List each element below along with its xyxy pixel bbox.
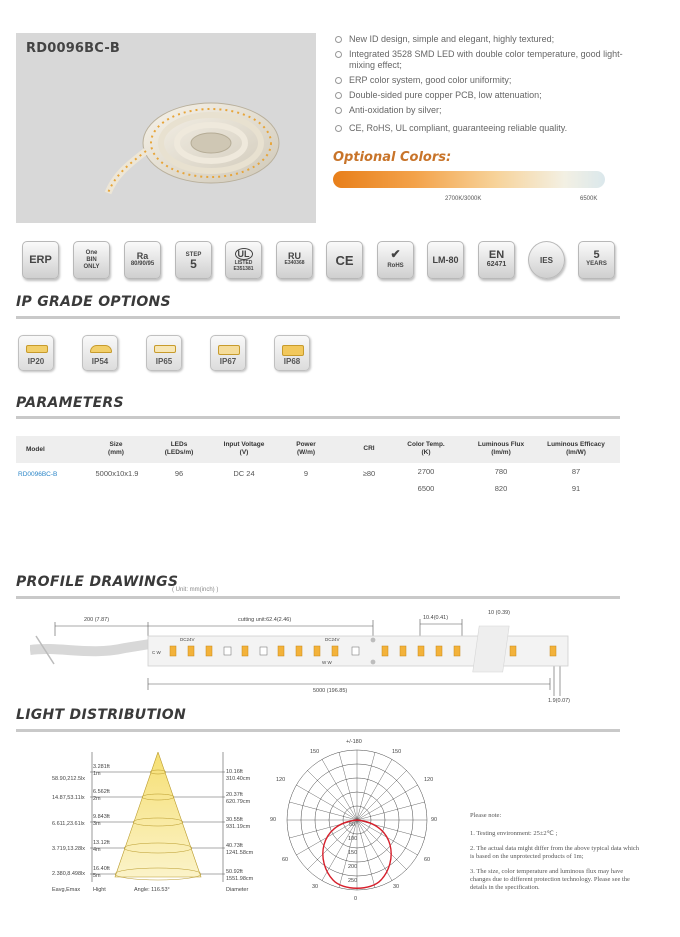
ip65-icon: IP65 (146, 335, 182, 371)
parameters-table-row (16, 466, 620, 500)
polar-angle-label: 60 (424, 857, 431, 863)
ce-cert-icon: CE (326, 241, 363, 279)
cell-color-temp: 6500 (417, 484, 435, 493)
feature-item: Anti-oxidation by silver; (333, 105, 633, 116)
distance-m: 4m (93, 847, 101, 853)
ul-cert-icon: UL LISTED E351381 (225, 241, 262, 279)
feature-item: Double-sided pure copper PCB, low attenuation; (333, 90, 633, 101)
ur-cert-icon: RU E340368 (276, 241, 313, 279)
one-bin-cert-icon: One BIN ONLY (73, 241, 110, 279)
product-model-title: RD0096BC-B (26, 41, 121, 56)
footer-height: Hight (93, 887, 106, 893)
polar-angle-label: 150 (310, 749, 320, 755)
polar-radius-label: 150 (348, 850, 358, 856)
dim-thickness: 1.9(0.07) (548, 698, 571, 704)
cw-label: C W (152, 650, 161, 655)
step-cert-icon: STEP 5 (175, 241, 212, 279)
polar-angle-label: 0 (354, 896, 358, 902)
polar-radius-label: 250 (348, 878, 358, 884)
diameter-ft: 30.55ft (226, 817, 243, 823)
polar-angle-label: 60 (282, 857, 289, 863)
feature-list (333, 34, 633, 138)
diameter-ft: 50.92ft (226, 869, 243, 875)
distance-m: 1m (93, 771, 101, 777)
polar-angle-label: 90 (270, 817, 277, 823)
parameters-table-header (16, 436, 620, 463)
cell-flux: 780 (494, 467, 508, 476)
profile-drawings-title: PROFILE DRAWINGS (16, 574, 179, 590)
footer-eavg: Eavg,Emax (52, 887, 81, 893)
polar-distribution-diagram (278, 744, 436, 894)
polar-angle-label: 30 (393, 884, 400, 890)
ra-cert-icon: Ra 80/90/95 (124, 241, 161, 279)
section-divider (16, 316, 620, 319)
polar-angle-label: 90 (431, 817, 438, 823)
diameter-ft: 40.73ft (226, 843, 243, 849)
polar-angle-label: 120 (276, 777, 286, 783)
footer-diameter: Diameter (226, 887, 249, 893)
bullet-icon (335, 92, 342, 99)
cell-voltage: DC 24 (233, 469, 255, 478)
dim-cutting-unit: cutting unit:62.4(2.46) (238, 617, 292, 623)
parameters-title: PARAMETERS (16, 395, 124, 411)
polar-radius-label: 50 (349, 822, 356, 828)
note-item: 1. Testing environment: 25±2℃ ; (470, 830, 558, 837)
header-model: Model (26, 446, 45, 453)
cell-size: 5000x10x1.9 (95, 469, 139, 478)
bullet-icon (335, 51, 342, 58)
illuminance-value: 3.719,13.28lx (52, 846, 86, 852)
footer-angle: Angle: 116.53° (134, 887, 170, 893)
notes-title: Please note: (470, 812, 502, 819)
dim-total-length: 5000 (196.85) (313, 688, 348, 694)
feature-item: ERP color system, good color uniformity; (333, 75, 633, 86)
diameter-cm: 1241.58cm (226, 850, 254, 856)
strip-profile-drawing (30, 606, 590, 716)
polar-radius-label: 200 (348, 864, 358, 870)
distance-ft: 9.843ft (93, 814, 110, 820)
ip54-icon: IP54 (82, 335, 118, 371)
header-voltage: Input Voltage (V) (223, 441, 265, 456)
illuminance-value: 14.87,53.11lx (52, 795, 85, 801)
header-power: Power (W/m) (296, 441, 316, 456)
distance-m: 2m (93, 796, 101, 802)
light-cone-diagram (90, 752, 225, 882)
header-leds: LEDs (LEDs/m) (164, 441, 194, 456)
distance-ft: 13.12ft (93, 840, 110, 846)
ip67-icon: IP67 (210, 335, 246, 371)
diameter-ft: 20.37ft (226, 792, 243, 798)
led-reel-image (16, 33, 316, 223)
cell-efficacy: 87 (571, 467, 581, 476)
polar-angle-label: 120 (424, 777, 434, 783)
dim-strip-width: 10 (0.39) (488, 610, 511, 616)
section-divider (16, 416, 620, 419)
feature-item: New ID design, simple and elegant, highly textured; (333, 34, 633, 45)
unit-note: ( Unit: mm(inch) ) (172, 587, 219, 593)
diameter-cm: 1551.98cm (226, 876, 254, 882)
note-item: 3. The size, color temperature and luminous flux may have changes due to different protection technology. Please see the details in the specification. (470, 868, 630, 891)
cell-power: 9 (303, 469, 309, 478)
polar-angle-label: 30 (312, 884, 319, 890)
rohs-cert-icon: ✔ RoHS (377, 241, 414, 279)
feature-item: CE, RoHS, UL compliant, guaranteeing reliable quality. (333, 123, 633, 134)
section-divider (16, 729, 620, 732)
polar-angle-label: +/-180 (346, 739, 362, 745)
cell-efficacy: 91 (571, 484, 581, 493)
polar-radius-label: 100 (348, 836, 358, 842)
color-temperature-bar (333, 171, 605, 188)
illuminance-value: 58.90,212.5lx (52, 776, 86, 782)
bullet-icon (335, 36, 342, 43)
header-cri: CRI (363, 445, 375, 452)
optional-colors-title: Optional Colors: (333, 150, 452, 165)
notes-block (470, 812, 640, 899)
header-efficacy: Luminous Efficacy (lm/W) (547, 441, 605, 456)
en-cert-icon: EN 62471 (478, 241, 515, 279)
illuminance-value: 6.611,23.61lx (52, 821, 85, 827)
illuminance-value: 2.380,8.498lx (52, 871, 86, 877)
light-distribution-title: LIGHT DISTRIBUTION (16, 707, 187, 723)
polar-angle-label: 150 (392, 749, 402, 755)
distance-m: 5m (93, 873, 101, 879)
bullet-icon (335, 77, 342, 84)
dc-voltage-label: DC24V (325, 637, 340, 642)
cell-flux: 820 (494, 484, 508, 493)
color-temp-cool-label: 6500K (580, 196, 598, 202)
diameter-cm: 620.79cm (226, 799, 251, 805)
distance-ft: 3.281ft (93, 764, 110, 770)
diameter-cm: 310.40cm (226, 776, 251, 782)
dc-voltage-label: DC24V (180, 637, 195, 642)
dim-lead-length: 200 (7.87) (84, 617, 110, 623)
warranty-cert-icon: 5 YEARS (578, 241, 615, 279)
ies-cert-icon: IES (528, 241, 565, 279)
dim-led-pitch: 10.4(0.41) (423, 615, 449, 621)
cell-color-temp: 2700 (417, 467, 435, 476)
ip-grade-title: IP GRADE OPTIONS (16, 294, 171, 310)
cell-model: RD0096BC-B (18, 471, 58, 478)
section-divider (16, 596, 620, 599)
diameter-cm: 931.19cm (226, 824, 251, 830)
diameter-ft: 10.16ft (226, 769, 243, 775)
cell-cri: ≥80 (362, 469, 376, 478)
header-flux: Luminous Flux (lm/m) (477, 441, 525, 456)
ip68-icon: IP68 (274, 335, 310, 371)
color-temp-warm-label: 2700K/3000K (445, 196, 482, 202)
ip20-icon: IP20 (18, 335, 54, 371)
distance-ft: 16.40ft (93, 866, 110, 872)
note-item: 2. The actual data might differ from the above typical data which is based on the unprotected products of 1m; (470, 845, 640, 860)
distance-m: 3m (93, 821, 101, 827)
cell-leds: 96 (174, 469, 184, 478)
bullet-icon (335, 125, 342, 132)
lm80-cert-icon: LM-80 (427, 241, 464, 279)
bullet-icon (335, 107, 342, 114)
erp-cert-icon: ERP (22, 241, 59, 279)
ww-label: W W (322, 660, 332, 665)
header-color-temp: Color Temp. (K) (407, 441, 445, 456)
distance-ft: 6.562ft (93, 789, 110, 795)
header-size: Size (mm) (108, 441, 124, 456)
feature-item: Integrated 3528 SMD LED with double color temperature, good light-mixing effect; (333, 49, 633, 71)
product-photo (16, 33, 316, 223)
